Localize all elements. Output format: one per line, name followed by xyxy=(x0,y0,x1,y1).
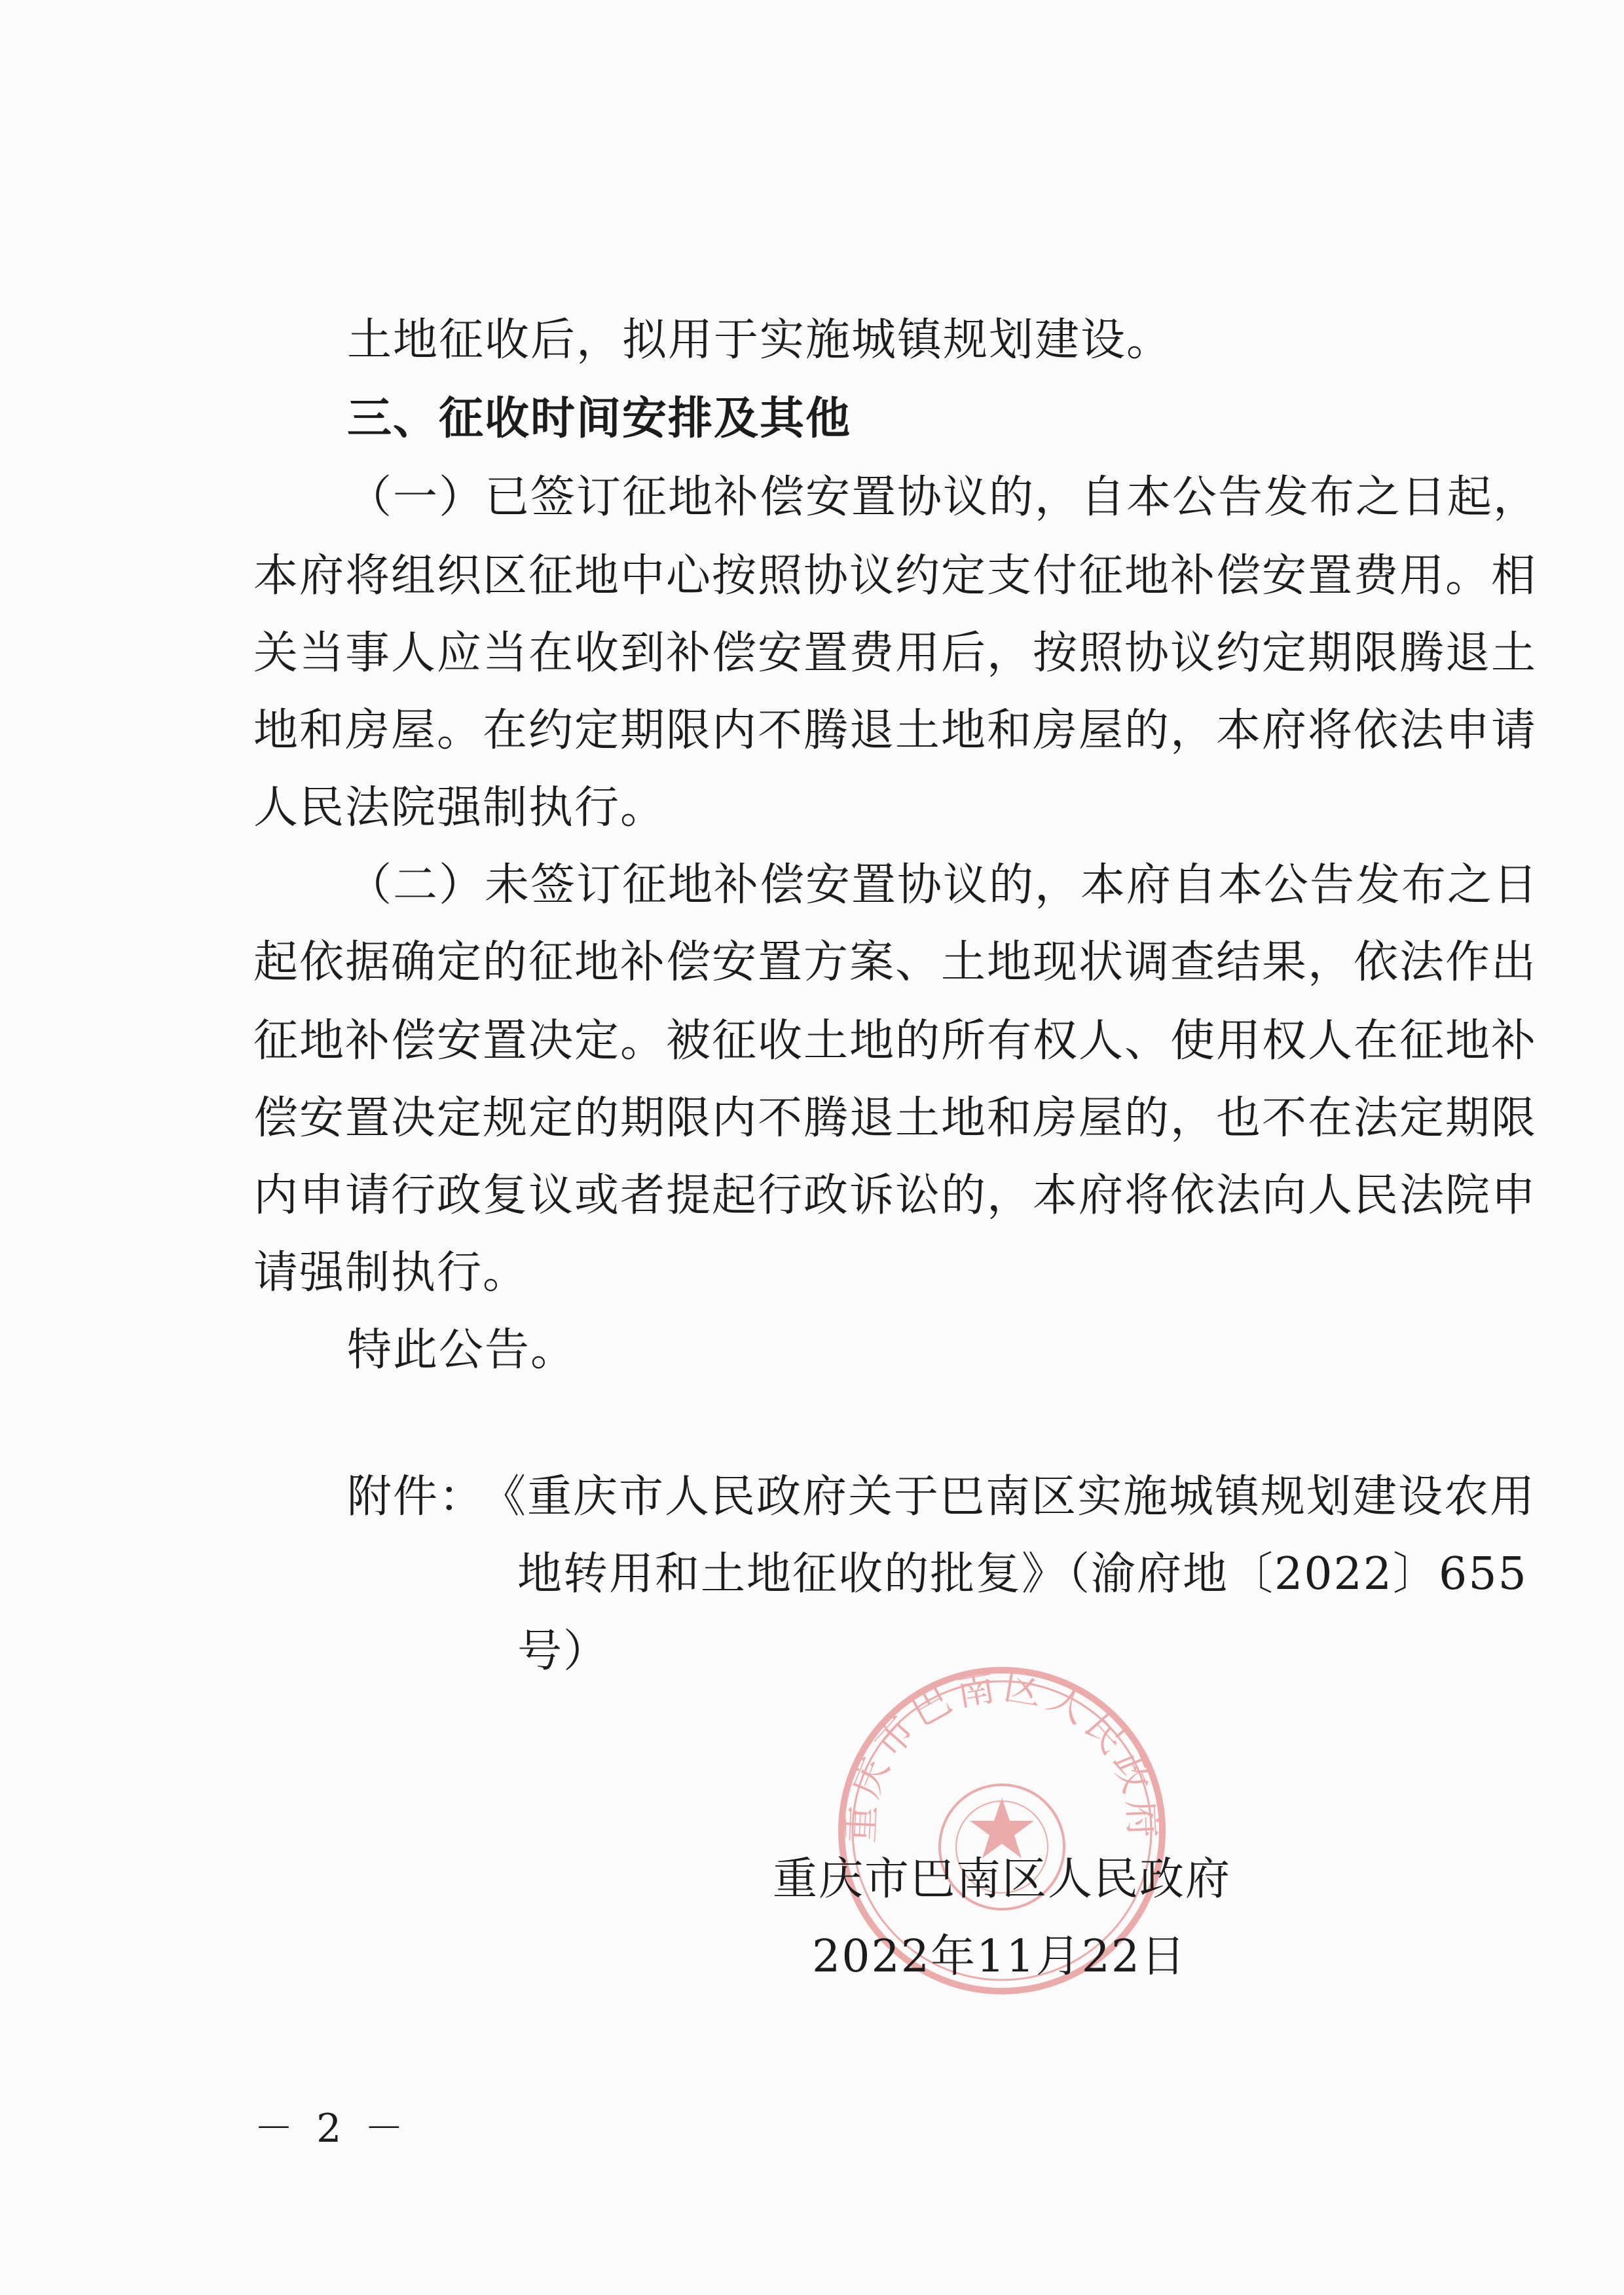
body-line: 土地征收后，拟用于实施城镇规划建设。 xyxy=(347,314,1173,366)
seal-text-path: 重庆市巴南区人民政府 xyxy=(838,1664,1166,1844)
closing-line: 特此公告。 xyxy=(347,1324,577,1376)
page-number: － 2 － xyxy=(254,2106,409,2152)
body-line: 起依据确定的征地补偿安置方案、土地现状调查结果，依法作出 xyxy=(253,937,1538,988)
body-line: 关当事人应当在收到补偿安置费用后，按照协议约定期限腾退土 xyxy=(253,627,1538,679)
attachment-line: 《重庆市人民政府关于巴南区实施城镇规划建设农用 xyxy=(481,1471,1536,1523)
attachment-line: 地转用和土地征收的批复》（渝府地〔2022〕655 xyxy=(517,1548,1528,1600)
body-line: 地和房屋。在约定期限内不腾退土地和房屋的，本府将依法申请 xyxy=(253,705,1538,756)
signer: 重庆市巴南区人民政府 xyxy=(773,1854,1232,1905)
body-line: （一）已签订征地补偿安置协议的，自本公告发布之日起， xyxy=(347,472,1540,523)
body-line: 内申请行政复议或者提起行政诉讼的，本府将依法向人民法院申 xyxy=(253,1170,1538,1222)
body-line: 征地补偿安置决定。被征收土地的所有权人、使用权人在征地补 xyxy=(253,1015,1538,1067)
body-line: （二）未签订征地补偿安置协议的，本府自本公告发布之日 xyxy=(347,859,1540,911)
body-line: 人民法院强制执行。 xyxy=(253,782,667,834)
attachment-line: 号） xyxy=(517,1626,610,1677)
section-heading: 三、征收时间安排及其他 xyxy=(347,393,852,445)
date: 2022年11月22日 xyxy=(812,1931,1187,1983)
body-line: 请强制执行。 xyxy=(253,1247,529,1299)
body-line: 偿安置决定规定的期限内不腾退土地和房屋的，也不在法定期限 xyxy=(253,1092,1538,1144)
attachment-label: 附件： xyxy=(347,1471,485,1523)
body-line: 本府将组织区征地中心按照协议约定支付征地补偿安置费用。相 xyxy=(253,550,1538,602)
